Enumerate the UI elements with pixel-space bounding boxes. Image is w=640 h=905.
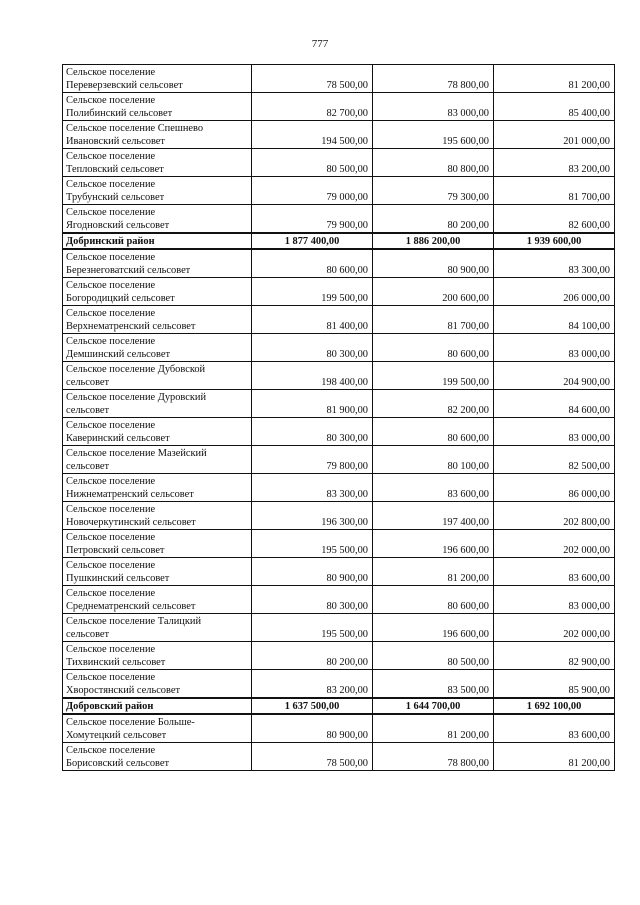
amount-year3-cell: 202 000,00 — [494, 530, 615, 558]
settlement-row — [63, 530, 615, 558]
amount-year3-cell: 83 600,00 — [494, 558, 615, 586]
settlement-name-cell: Сельское поселение Пушкинский сельсовет — [63, 558, 252, 586]
amount-year3-cell: 83 000,00 — [494, 334, 615, 362]
amount-year1-cell: 80 900,00 — [252, 558, 373, 586]
settlement-name-cell: Сельское поселение Ягодновский сельсовет — [63, 205, 252, 234]
amount-year3-cell: 81 700,00 — [494, 177, 615, 205]
settlement-name-cell: Сельское поселение Демшинский сельсовет — [63, 334, 252, 362]
amount-year3-cell: 84 600,00 — [494, 390, 615, 418]
settlement-name-cell: Сельское поселение Новочеркутинский сельсовет — [63, 502, 252, 530]
amount-year1-cell: 198 400,00 — [252, 362, 373, 390]
amount-year1-cell: 80 600,00 — [252, 249, 373, 278]
amount-year3-cell: 83 300,00 — [494, 249, 615, 278]
settlement-name-cell: Сельское поселение Борисовский сельсовет — [63, 743, 252, 771]
budget-table-body — [63, 65, 615, 771]
settlement-name-cell: Сельское поселение Полибинский сельсовет — [63, 93, 252, 121]
amount-year3-cell: 201 000,00 — [494, 121, 615, 149]
settlement-row — [63, 390, 615, 418]
settlement-row — [63, 714, 615, 743]
amount-year3-cell: 1 692 100,00 — [494, 698, 615, 714]
amount-year1-cell: 80 300,00 — [252, 418, 373, 446]
amount-year2-cell: 83 500,00 — [373, 670, 494, 699]
amount-year1-cell: 78 500,00 — [252, 743, 373, 771]
amount-year1-cell: 79 900,00 — [252, 205, 373, 234]
amount-year3-cell: 83 000,00 — [494, 586, 615, 614]
amount-year1-cell: 1 637 500,00 — [252, 698, 373, 714]
amount-year2-cell: 79 300,00 — [373, 177, 494, 205]
amount-year1-cell: 80 500,00 — [252, 149, 373, 177]
amount-year3-cell: 83 600,00 — [494, 714, 615, 743]
settlement-row — [63, 278, 615, 306]
amount-year1-cell: 79 000,00 — [252, 177, 373, 205]
district-total-row — [63, 233, 615, 249]
amount-year2-cell: 80 500,00 — [373, 642, 494, 670]
settlement-name-cell: Сельское поселение Петровский сельсовет — [63, 530, 252, 558]
settlement-name-cell: Сельское поселение Спешнево Ивановский сельсовет — [63, 121, 252, 149]
amount-year3-cell: 82 600,00 — [494, 205, 615, 234]
amount-year2-cell: 195 600,00 — [373, 121, 494, 149]
budget-table — [62, 64, 615, 771]
amount-year2-cell: 83 000,00 — [373, 93, 494, 121]
settlement-name-cell: Сельское поселение Верхнематренский сельсовет — [63, 306, 252, 334]
settlement-row — [63, 642, 615, 670]
amount-year2-cell: 80 600,00 — [373, 418, 494, 446]
amount-year1-cell: 196 300,00 — [252, 502, 373, 530]
amount-year2-cell: 81 200,00 — [373, 714, 494, 743]
settlement-row — [63, 474, 615, 502]
amount-year3-cell: 204 900,00 — [494, 362, 615, 390]
page-number: 777 — [311, 38, 329, 50]
amount-year2-cell: 80 600,00 — [373, 586, 494, 614]
amount-year2-cell: 197 400,00 — [373, 502, 494, 530]
amount-year1-cell: 81 900,00 — [252, 390, 373, 418]
settlement-name-cell: Сельское поселение Дубовской сельсовет — [63, 362, 252, 390]
amount-year3-cell: 85 900,00 — [494, 670, 615, 699]
settlement-row — [63, 586, 615, 614]
district-name-cell: Добровский район — [63, 698, 252, 714]
settlement-row — [63, 306, 615, 334]
settlement-name-cell: Сельское поселение Богородицкий сельсовет — [63, 278, 252, 306]
settlement-row — [63, 558, 615, 586]
amount-year3-cell: 82 500,00 — [494, 446, 615, 474]
amount-year2-cell: 196 600,00 — [373, 530, 494, 558]
settlement-row — [63, 502, 615, 530]
settlement-row — [63, 334, 615, 362]
amount-year2-cell: 80 600,00 — [373, 334, 494, 362]
amount-year1-cell: 194 500,00 — [252, 121, 373, 149]
settlement-row — [63, 177, 615, 205]
amount-year3-cell: 81 200,00 — [494, 65, 615, 93]
settlement-row — [63, 362, 615, 390]
amount-year2-cell: 80 800,00 — [373, 149, 494, 177]
amount-year2-cell: 81 200,00 — [373, 558, 494, 586]
settlement-name-cell: Сельское поселение Талицкий сельсовет — [63, 614, 252, 642]
amount-year1-cell: 78 500,00 — [252, 65, 373, 93]
amount-year1-cell: 82 700,00 — [252, 93, 373, 121]
amount-year3-cell: 202 000,00 — [494, 614, 615, 642]
amount-year2-cell: 81 700,00 — [373, 306, 494, 334]
settlement-name-cell: Сельское поселение Нижнематренский сельсовет — [63, 474, 252, 502]
settlement-name-cell: Сельское поселение Дуровский сельсовет — [63, 390, 252, 418]
amount-year1-cell: 80 900,00 — [252, 714, 373, 743]
settlement-row — [63, 670, 615, 699]
settlement-row — [63, 743, 615, 771]
amount-year2-cell: 78 800,00 — [373, 65, 494, 93]
amount-year2-cell: 200 600,00 — [373, 278, 494, 306]
settlement-name-cell: Сельское поселение Тепловский сельсовет — [63, 149, 252, 177]
amount-year2-cell: 80 200,00 — [373, 205, 494, 234]
amount-year3-cell: 84 100,00 — [494, 306, 615, 334]
amount-year3-cell: 206 000,00 — [494, 278, 615, 306]
amount-year1-cell: 81 400,00 — [252, 306, 373, 334]
settlement-name-cell: Сельское поселение Среднематренский сельсовет — [63, 586, 252, 614]
settlement-row — [63, 614, 615, 642]
settlement-row — [63, 149, 615, 177]
amount-year3-cell: 202 800,00 — [494, 502, 615, 530]
amount-year1-cell: 79 800,00 — [252, 446, 373, 474]
amount-year1-cell: 1 877 400,00 — [252, 233, 373, 249]
amount-year2-cell: 80 100,00 — [373, 446, 494, 474]
settlement-name-cell: Сельское поселение Мазейский сельсовет — [63, 446, 252, 474]
amount-year2-cell: 196 600,00 — [373, 614, 494, 642]
amount-year3-cell: 81 200,00 — [494, 743, 615, 771]
settlement-row — [63, 418, 615, 446]
district-total-row — [63, 698, 615, 714]
settlement-row — [63, 93, 615, 121]
amount-year1-cell: 80 200,00 — [252, 642, 373, 670]
settlement-name-cell: Сельское поселение Больше- Хомутецкий сельсовет — [63, 714, 252, 743]
amount-year1-cell: 195 500,00 — [252, 614, 373, 642]
amount-year3-cell: 83 200,00 — [494, 149, 615, 177]
settlement-row — [63, 121, 615, 149]
amount-year1-cell: 83 200,00 — [252, 670, 373, 699]
settlement-row — [63, 446, 615, 474]
settlement-row — [63, 249, 615, 278]
amount-year3-cell: 85 400,00 — [494, 93, 615, 121]
amount-year1-cell: 195 500,00 — [252, 530, 373, 558]
settlement-name-cell: Сельское поселение Переверзевский сельсовет — [63, 65, 252, 93]
amount-year1-cell: 80 300,00 — [252, 586, 373, 614]
amount-year1-cell: 199 500,00 — [252, 278, 373, 306]
settlement-row — [63, 65, 615, 93]
settlement-name-cell: Сельское поселение Каверинский сельсовет — [63, 418, 252, 446]
amount-year2-cell: 1 886 200,00 — [373, 233, 494, 249]
amount-year2-cell: 80 900,00 — [373, 249, 494, 278]
amount-year2-cell: 1 644 700,00 — [373, 698, 494, 714]
district-name-cell: Добринский район — [63, 233, 252, 249]
amount-year2-cell: 199 500,00 — [373, 362, 494, 390]
settlement-name-cell: Сельское поселение Трубунский сельсовет — [63, 177, 252, 205]
amount-year1-cell: 83 300,00 — [252, 474, 373, 502]
settlement-name-cell: Сельское поселение Березнеговатский сельсовет — [63, 249, 252, 278]
amount-year2-cell: 83 600,00 — [373, 474, 494, 502]
amount-year3-cell: 86 000,00 — [494, 474, 615, 502]
amount-year3-cell: 83 000,00 — [494, 418, 615, 446]
amount-year3-cell: 1 939 600,00 — [494, 233, 615, 249]
amount-year2-cell: 78 800,00 — [373, 743, 494, 771]
amount-year1-cell: 80 300,00 — [252, 334, 373, 362]
settlement-name-cell: Сельское поселение Хворостянский сельсовет — [63, 670, 252, 699]
amount-year2-cell: 82 200,00 — [373, 390, 494, 418]
settlement-row — [63, 205, 615, 234]
settlement-name-cell: Сельское поселение Тихвинский сельсовет — [63, 642, 252, 670]
amount-year3-cell: 82 900,00 — [494, 642, 615, 670]
